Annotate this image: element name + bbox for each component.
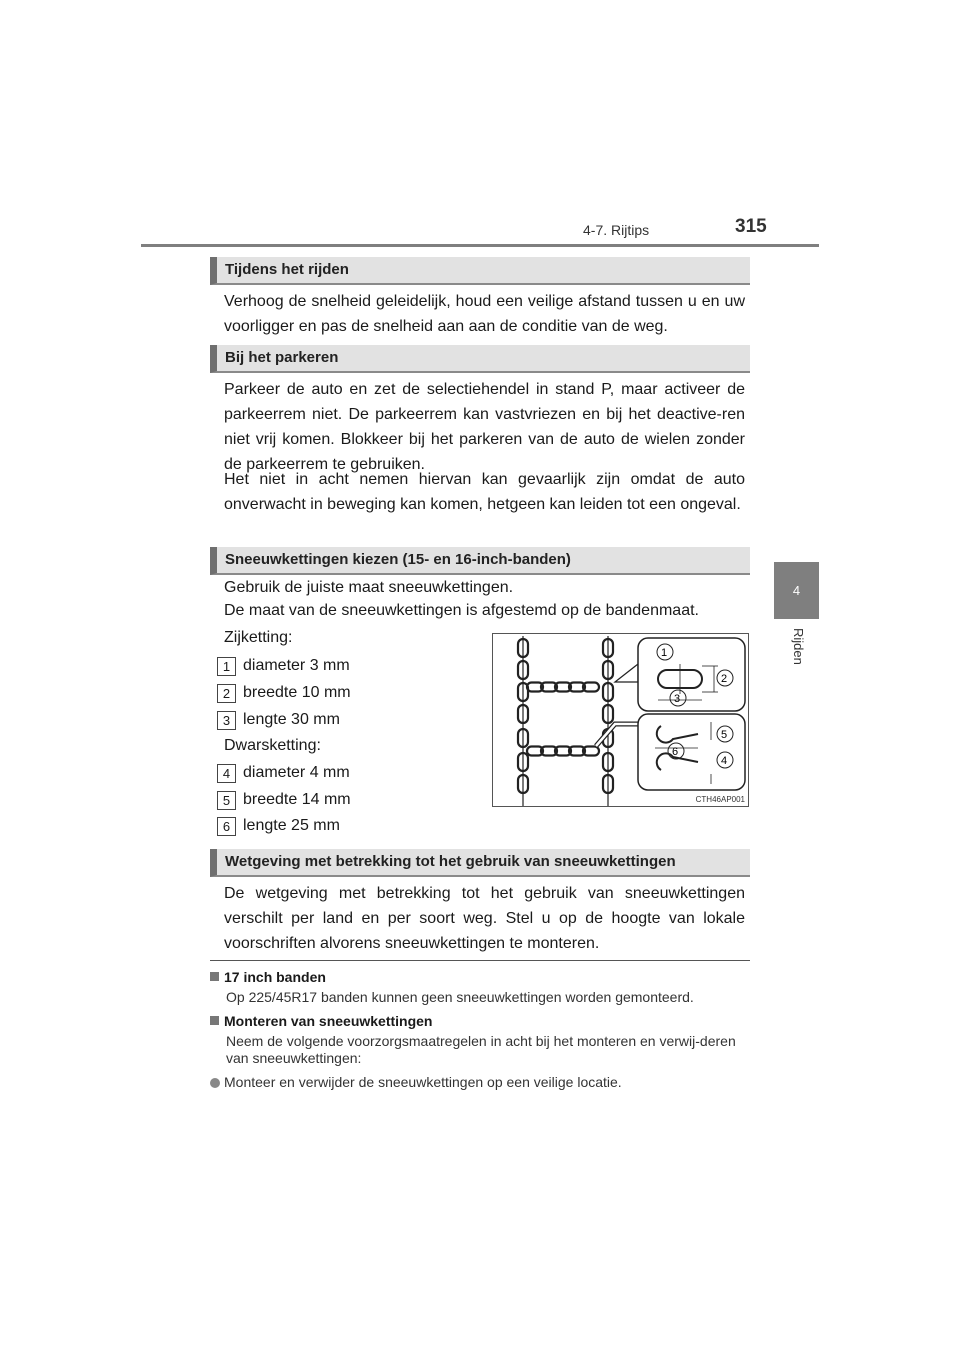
svg-text:1: 1	[661, 647, 668, 659]
side-chain-label: Zijketting:	[224, 629, 293, 646]
square-bullet-icon	[210, 1016, 219, 1025]
heading-driving: Tijdens het rijden	[210, 257, 750, 285]
driving-text: Verhoog de snelheid geleidelijk, houd een veilige afstand tussen u en uw voorligger en pas de snelheid aan aan de conditie van de weg.	[224, 293, 745, 335]
svg-text:4: 4	[721, 755, 728, 767]
square-bullet-icon	[210, 972, 219, 981]
spec-text-4: diameter 4 mm	[243, 764, 350, 781]
svg-text:6: 6	[672, 746, 679, 758]
page-number: 315	[735, 216, 767, 237]
law-text: De wetgeving met betrekking tot het gebruik van sneeuwkettingen verschilt per land en per soort weg. Stel u op de hoogte van lokale voorschriften alvorens sneeuwkettingen te monteren.	[224, 885, 745, 952]
bullet-item: Monteer en verwijder de sneeuwkettingen op een veilige locatie.	[210, 1074, 622, 1090]
heading-law: Wetgeving met betrekking tot het gebruik van sneeuwkettingen	[210, 849, 750, 877]
spec-text-2: breedte 10 mm	[243, 684, 351, 701]
heading-parking: Bij het parkeren	[210, 345, 750, 373]
note-title-17inch: 17 inch banden	[210, 969, 326, 985]
snow-chain-figure	[492, 633, 749, 807]
svg-text:3: 3	[674, 693, 681, 705]
figure-code: CTH46AP001	[695, 795, 745, 804]
chains-line-2: De maat van de sneeuwkettingen is afgestemd op de bandenmaat.	[224, 602, 699, 619]
lower-cross-chain	[527, 747, 599, 756]
upper-cross-chain	[527, 683, 599, 692]
spec-text-3: lengte 30 mm	[243, 711, 340, 728]
right-side-chain	[603, 636, 613, 806]
chapter-label: Rijden	[791, 628, 806, 665]
spec-number-6: 6	[217, 817, 236, 836]
spec-text-5: breedte 14 mm	[243, 791, 351, 808]
heading-chains: Sneeuwkettingen kiezen (15- en 16-inch-banden)	[210, 547, 750, 575]
left-side-chain	[518, 636, 528, 806]
cross-chain-detail	[638, 714, 745, 790]
svg-text:2: 2	[721, 673, 728, 685]
spec-number-3: 3	[217, 711, 236, 730]
cross-chain-label: Dwarsketting:	[224, 737, 321, 754]
section-title: 4-7. Rijtips	[583, 222, 650, 238]
spec-number-4: 4	[217, 764, 236, 783]
notes-divider	[210, 960, 750, 961]
spec-number-5: 5	[217, 791, 236, 810]
note-title-mounting: Monteren van sneeuwkettingen	[210, 1013, 432, 1029]
chapter-tab: 4	[774, 562, 819, 619]
spec-text-6: lengte 25 mm	[243, 817, 340, 834]
note-text-mounting: Neem de volgende voorzorgsmaatregelen in acht bij het monteren en verwij-deren van sneeuwkettingen:	[226, 1033, 736, 1066]
parking-text-2: Het niet in acht nemen hiervan kan gevaarlijk zijn omdat de auto onverwacht in beweging kan komen, hetgeen kan leiden tot een ongeval.	[224, 471, 745, 513]
spec-number-2: 2	[217, 684, 236, 703]
header-divider	[141, 244, 819, 247]
spec-text-1: diameter 3 mm	[243, 657, 350, 674]
svg-text:5: 5	[721, 729, 728, 741]
snow-chain-illustration	[493, 634, 750, 808]
side-chain-detail	[638, 638, 745, 711]
spec-number-1: 1	[217, 657, 236, 676]
round-bullet-icon	[210, 1078, 220, 1088]
note-text-17inch: Op 225/45R17 banden kunnen geen sneeuwkettingen worden gemonteerd.	[226, 989, 694, 1005]
chains-line-1: Gebruik de juiste maat sneeuwkettingen.	[224, 579, 514, 596]
parking-text-1: Parkeer de auto en zet de selectiehendel in stand P, maar activeer de parkeerrem niet. De parkeerrem kan vastvriezen en bij het deactive-ren niet vrij komen. Blokkeer bij het parkeren van de auto de wielen zonder de parkeerrem te gebruiken.	[224, 381, 745, 473]
